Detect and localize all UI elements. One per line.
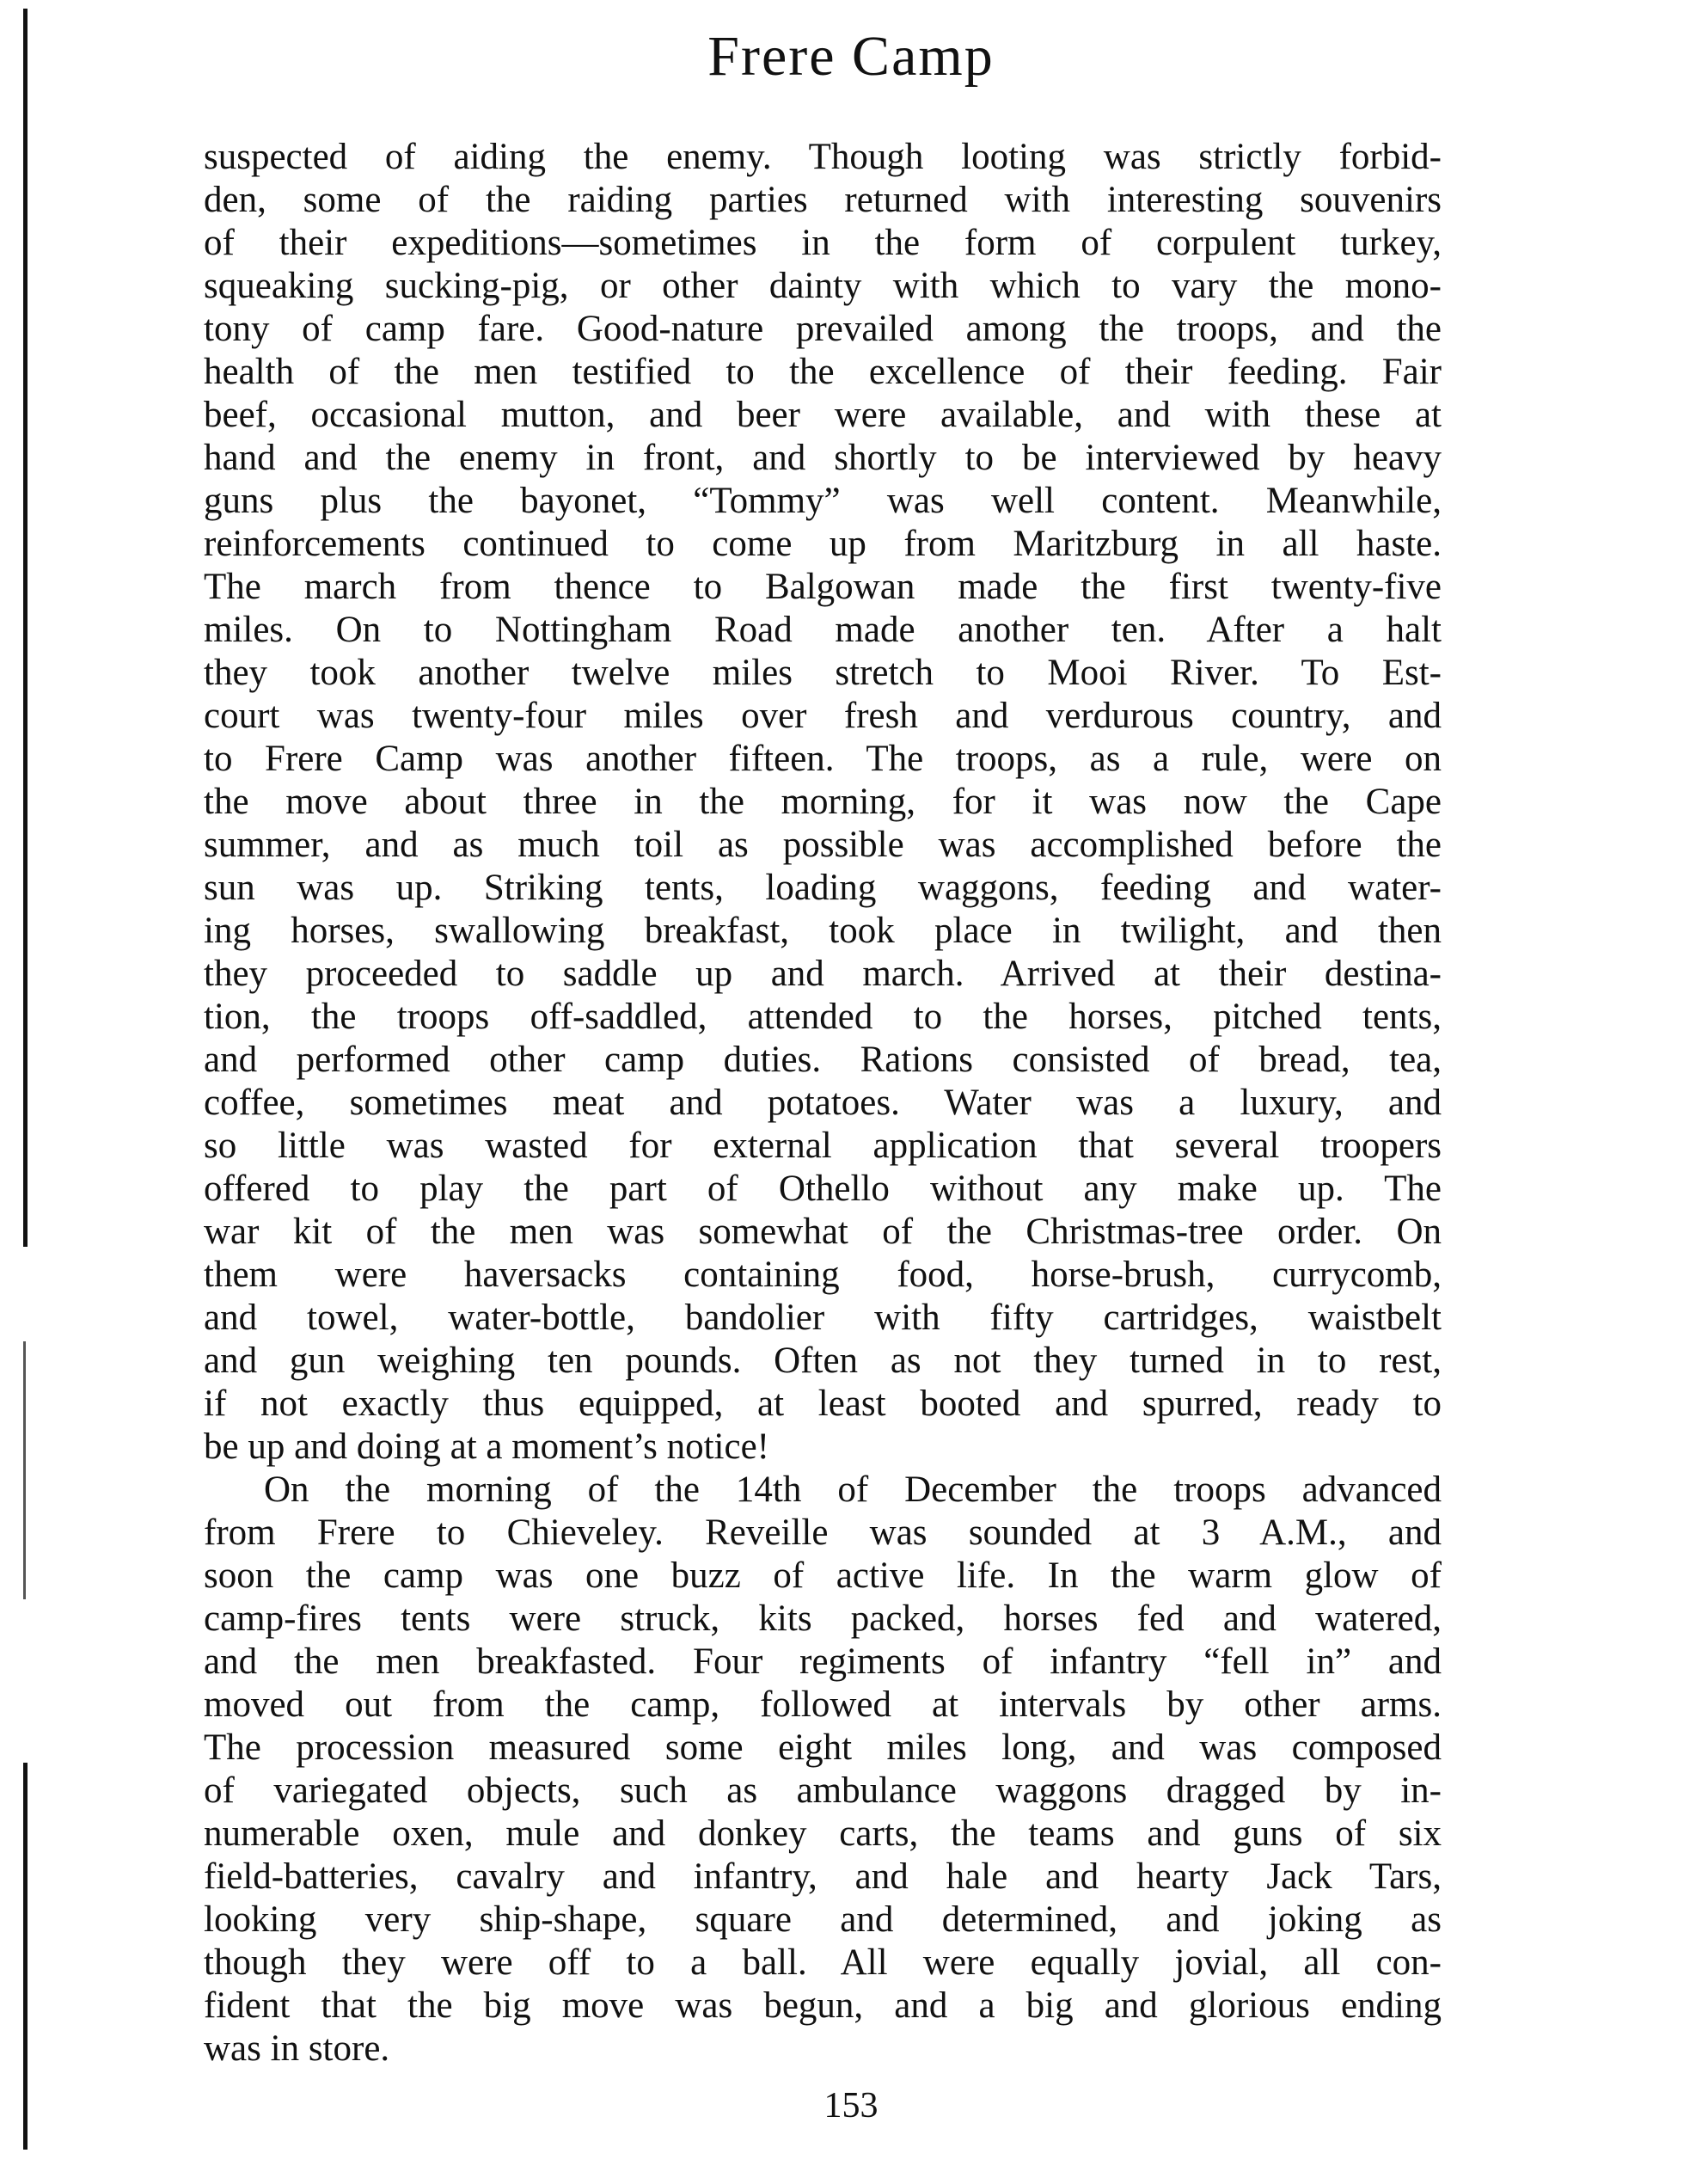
- page-number: 153: [823, 2086, 879, 2126]
- text-line: from Frere to Chieveley. Reveille was sounded at 3 A.M., and: [204, 1512, 1442, 1553]
- text-line: reinforcements continued to come up from Maritzburg in all haste.: [204, 524, 1442, 564]
- text-line: den, some of the raiding parties returned with interesting souvenirs: [204, 180, 1442, 220]
- text-line: summer, and as much toil as possible was accomplished before the: [204, 825, 1442, 865]
- text-line: be up and doing at a moment’s notice!: [204, 1426, 769, 1467]
- text-line: looking very ship-shape, square and determined, and joking as: [204, 1899, 1442, 1940]
- text-line: suspected of aiding the enemy. Though looting was strictly forbid-: [204, 137, 1442, 177]
- text-line: of their expeditions—sometimes in the form of corpulent turkey,: [204, 223, 1442, 263]
- text-line: offered to play the part of Othello without any make up. The: [204, 1169, 1442, 1209]
- text-line: beef, occasional mutton, and beer were available, and with these at: [204, 395, 1442, 435]
- text-line: sun was up. Striking tents, loading waggons, feeding and water-: [204, 868, 1442, 908]
- text-line: On the morning of the 14th of December the troops advanced: [264, 1469, 1442, 1510]
- running-header-title: Frere Camp: [707, 25, 995, 88]
- text-line: tony of camp fare. Good-nature prevailed among the troops, and the: [204, 309, 1442, 349]
- text-line: field-batteries, cavalry and infantry, and hale and hearty Jack Tars,: [204, 1856, 1442, 1897]
- text-line: coffee, sometimes meat and potatoes. Water was a luxury, and: [204, 1083, 1442, 1123]
- text-line: if not exactly thus equipped, at least booted and spurred, ready to: [204, 1383, 1442, 1424]
- text-line: ing horses, swallowing breakfast, took place in twilight, and then: [204, 911, 1442, 951]
- text-line: to Frere Camp was another fifteen. The troops, as a rule, were on: [204, 739, 1442, 779]
- text-line: moved out from the camp, followed at intervals by other arms.: [204, 1684, 1442, 1725]
- text-line: numerable oxen, mule and donkey carts, the teams and guns of six: [204, 1813, 1442, 1854]
- text-line: guns plus the bayonet, “Tommy” was well content. Meanwhile,: [204, 481, 1442, 521]
- page-edge-shadow: [23, 9, 28, 1247]
- text-line: tion, the troops off-saddled, attended to the horses, pitched tents,: [204, 997, 1442, 1037]
- text-line: of variegated objects, such as ambulance waggons dragged by in-: [204, 1770, 1442, 1811]
- text-line: they proceeded to saddle up and march. Arrived at their destina-: [204, 954, 1442, 994]
- text-line: so little was wasted for external application that several troopers: [204, 1126, 1442, 1166]
- text-line: camp-fires tents were struck, kits packed, horses fed and watered,: [204, 1598, 1442, 1639]
- text-line: squeaking sucking-pig, or other dainty with which to vary the mono-: [204, 266, 1442, 306]
- text-line: war kit of the men was somewhat of the Christmas-tree order. On: [204, 1212, 1442, 1252]
- text-line: health of the men testified to the excellence of their feeding. Fair: [204, 352, 1442, 392]
- text-line: though they were off to a ball. All were equally jovial, all con-: [204, 1942, 1442, 1983]
- text-line: and the men breakfasted. Four regiments of infantry “fell in” and: [204, 1641, 1442, 1682]
- text-line: The procession measured some eight miles long, and was composed: [204, 1727, 1442, 1768]
- text-line: The march from thence to Balgowan made the first twenty-five: [204, 567, 1442, 607]
- text-line: and gun weighing ten pounds. Often as not they turned in to rest,: [204, 1340, 1442, 1381]
- body-text: [204, 136, 1442, 2071]
- text-line: them were haversacks containing food, horse-brush, currycomb,: [204, 1255, 1442, 1295]
- text-line: they took another twelve miles stretch to Mooi River. To Est-: [204, 653, 1442, 693]
- text-line: and performed other camp duties. Rations consisted of bread, tea,: [204, 1040, 1442, 1080]
- text-line: miles. On to Nottingham Road made another ten. After a halt: [204, 610, 1442, 650]
- page-edge-shadow-lower: [23, 1341, 26, 1599]
- text-line: soon the camp was one buzz of active life. In the warm glow of: [204, 1555, 1442, 1596]
- text-line: and towel, water-bottle, bandolier with fifty cartridges, waistbelt: [204, 1298, 1442, 1338]
- text-line: court was twenty-four miles over fresh and verdurous country, and: [204, 696, 1442, 736]
- text-line: hand and the enemy in front, and shortly to be interviewed by heavy: [204, 438, 1442, 478]
- text-line: the move about three in the morning, for it was now the Cape: [204, 782, 1442, 822]
- text-line: was in store.: [204, 2028, 390, 2069]
- text-line: fident that the big move was begun, and a big and glorious ending: [204, 1985, 1442, 2026]
